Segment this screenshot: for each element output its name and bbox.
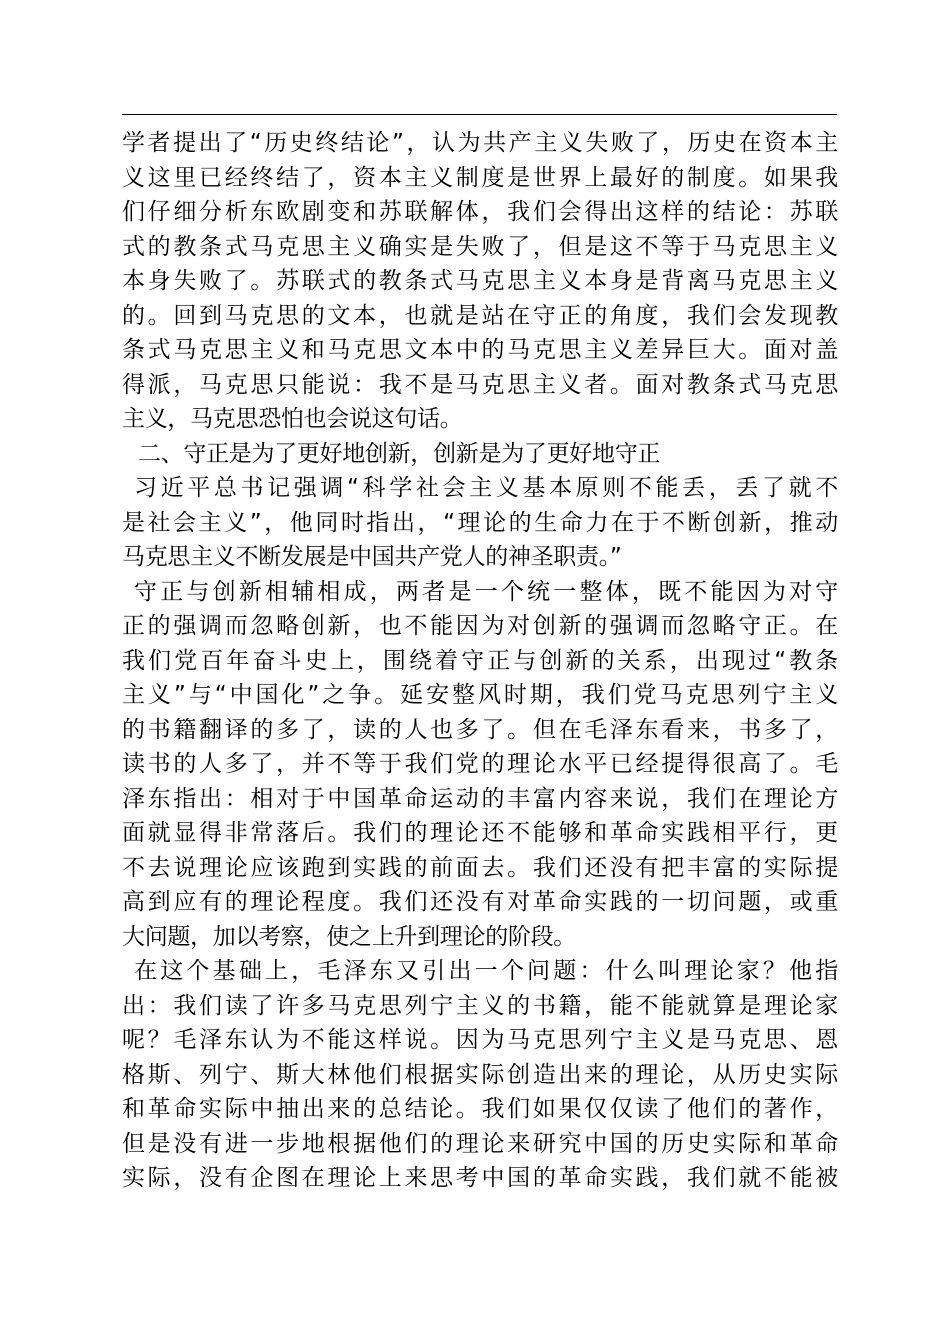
text-line: 泽东指出：相对于中国革命运动的丰富内容来说，我们在理论方 [122, 785, 838, 812]
text-line: 的书籍翻译的多了，读的人也多了。但在毛泽东看来，书多了， [122, 716, 838, 743]
section-heading: 二、守正是为了更好地创新，创新是为了更好地守正 [138, 440, 661, 467]
header-rule [122, 114, 837, 115]
text-line: 本身失败了。苏联式的教条式马克思主义本身是背离马克思主义 [122, 268, 838, 294]
text-line: 正的强调而忽略创新，也不能因为对创新的强调而忽略守正。在 [122, 613, 838, 639]
text-line: 习近平总书记强调“科学社会主义基本原则不能丢，丢了就不 [134, 475, 838, 501]
text-line: 面就显得非常落后。我们的理论还不能够和革命实践相平行，更 [122, 820, 838, 846]
text-line: 马克思主义不断发展是中国共产党人的神圣职责。” [122, 544, 622, 570]
text-line: 但是没有进一步地根据他们的理论来研究中国的历史实际和革命 [122, 1130, 838, 1157]
text-line: 式的教条式马克思主义确实是失败了，但是这不等于马克思主义 [122, 233, 838, 260]
text-line: 是社会主义”，他同时指出，“理论的生命力在于不断创新，推动 [122, 509, 838, 536]
text-line: 学者提出了“历史终结论”，认为共产主义失败了，历史在资本主 [122, 130, 838, 156]
text-line: 的。回到马克思的文本，也就是站在守正的角度，我们会发现教 [122, 302, 838, 329]
text-line: 实际，没有企图在理论上来思考中国的革命实践，我们就不能被 [122, 1165, 838, 1191]
text-line: 格斯、列宁、斯大林他们根据实际创造出来的理论，从历史实际 [122, 1061, 838, 1088]
text-line: 高到应有的理论程度。我们还没有对革命实践的一切问题，或重 [122, 889, 838, 915]
text-line: 条式马克思主义和马克思文本中的马克思主义差异巨大。面对盖 [122, 337, 838, 363]
text-line: 和革命实际中抽出来的总结论。我们如果仅仅读了他们的著作， [122, 1096, 838, 1122]
text-line: 守正与创新相辅相成，两者是一个统一整体，既不能因为对守 [134, 578, 838, 605]
text-line: 读书的人多了，并不等于我们党的理论水平已经提得很高了。毛 [122, 751, 838, 777]
text-line: 在这个基础上，毛泽东又引出一个问题：什么叫理论家？他指 [134, 958, 838, 984]
text-line: 不去说理论应该跑到实践的前面去。我们还没有把丰富的实际提 [122, 854, 838, 881]
text-line: 我们党百年奋斗史上，围绕着守正与创新的关系，出现过“教条 [122, 647, 838, 674]
text-line: 大问题，加以考察，使之上升到理论的阶段。 [122, 923, 577, 950]
text-line: 得派，马克思只能说：我不是马克思主义者。面对教条式马克思 [122, 371, 838, 398]
text-line: 义这里已经终结了，资本主义制度是世界上最好的制度。如果我 [122, 164, 838, 191]
text-line: 主义”与“中国化”之争。延安整风时期，我们党马克思列宁主义 [122, 682, 838, 708]
text-line: 出：我们读了许多马克思列宁主义的书籍，能不能就算是理论家 [122, 992, 838, 1019]
text-line: 主义，马克思恐怕也会说这句话。 [122, 406, 463, 432]
text-line: 呢？毛泽东认为不能这样说。因为马克思列宁主义是马克思、恩 [122, 1027, 838, 1053]
text-line: 们仔细分析东欧剧变和苏联解体，我们会得出这样的结论：苏联 [122, 199, 838, 225]
body-text [122, 126, 838, 1196]
